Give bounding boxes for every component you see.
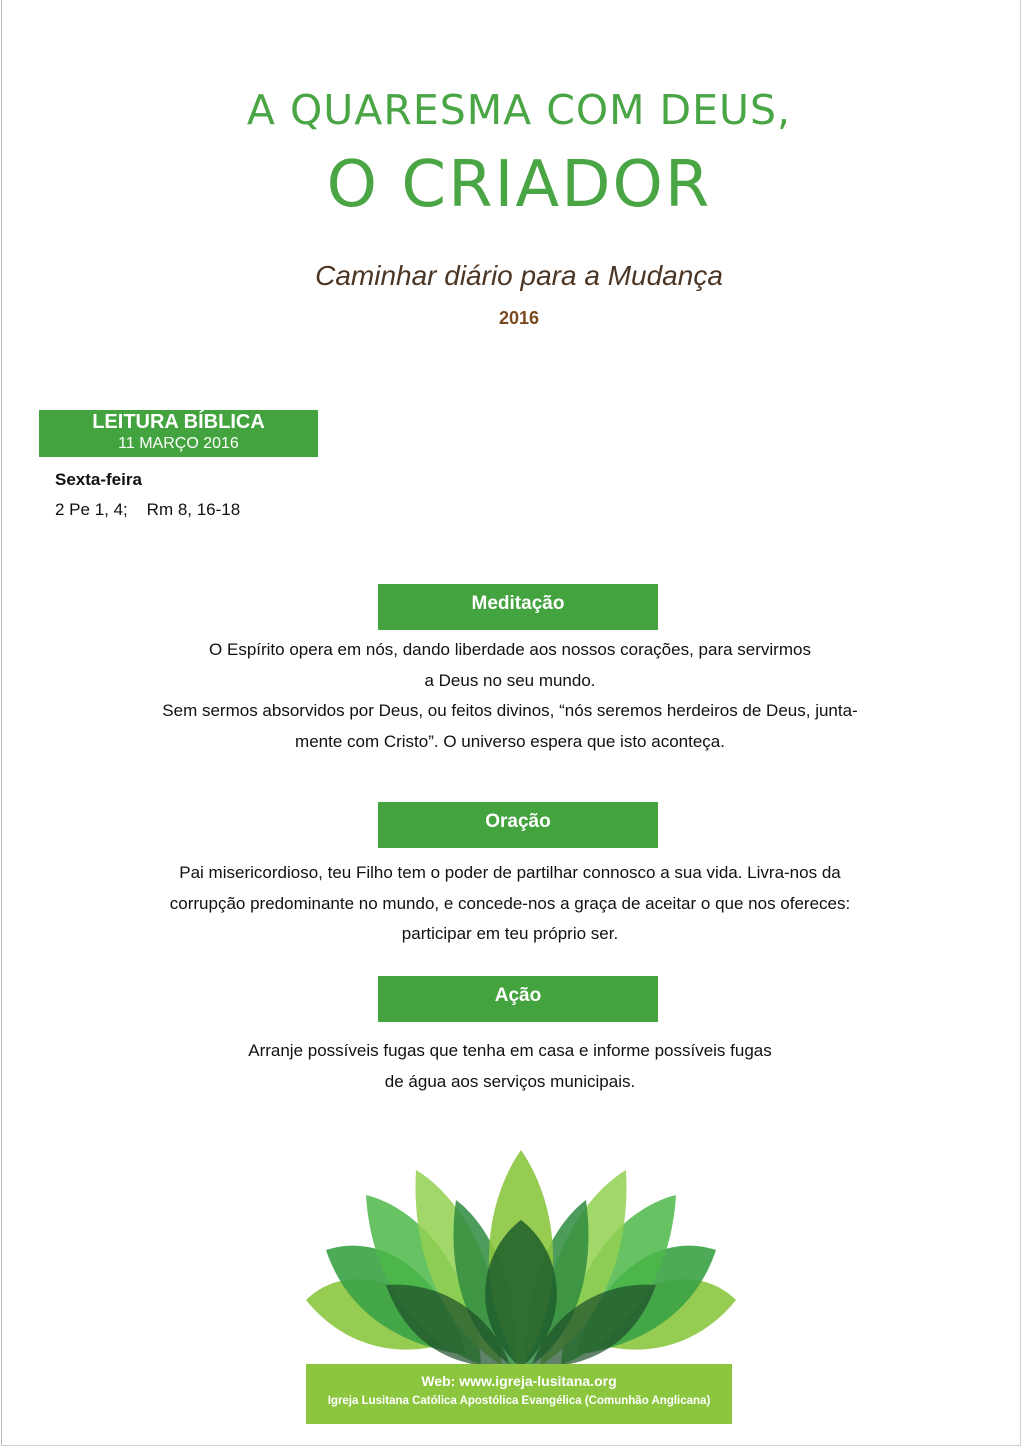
reading-date: 11 MARÇO 2016 — [118, 435, 239, 452]
meditation-line: O Espírito opera em nós, dando liberdade aos nossos corações, para servirmos — [209, 640, 811, 659]
reading-refs: 2 Pe 1, 4; Rm 8, 16-18 — [55, 500, 241, 519]
meditation-line: mente com Cristo”. O universo espera que isto aconteça. — [295, 731, 725, 751]
prayer-line: corrupção predominante no mundo, e concede-nos a graça de aceitar o que nos ofereces: — [169, 893, 851, 913]
title-line-2: O CRIADOR — [326, 148, 712, 222]
action-heading: Ação — [378, 976, 658, 1022]
meditation-line: Sem sermos absorvidos por Deus, ou feitos divinos, “nós seremos herdeiros de Deus, junta- — [162, 701, 858, 720]
year: 2016 — [498, 308, 540, 328]
prayer-heading: Oração — [378, 802, 658, 848]
meditation-line: a Deus no seu mundo. — [424, 670, 596, 690]
meditation-heading: Meditação — [378, 584, 658, 630]
footer-web: Web: www.igreja-lusitana.org — [421, 1373, 617, 1389]
title-line-1: A QUARESMA COM DEUS, — [246, 86, 792, 134]
prayer-text — [100, 858, 920, 950]
meditation-text — [100, 635, 920, 757]
reading-label-box — [39, 410, 318, 457]
footer-church: Igreja Lusitana Católica Apostólica Evangélica (Comunhão Anglicana) — [327, 1395, 711, 1407]
reading-label: LEITURA BÍBLICA — [92, 411, 265, 433]
prayer-line: Pai misericordioso, teu Filho tem o poder de partilhar connosco a sua vida. Livra-nos da — [179, 863, 841, 882]
action-text — [100, 1036, 920, 1097]
prayer-line: participar em teu próprio ser. — [401, 924, 619, 943]
action-line: de água aos serviços municipais. — [384, 1071, 636, 1091]
action-line: Arranje possíveis fugas que tenha em casa e informe possíveis fugas — [248, 1041, 772, 1060]
subtitle: Caminhar diário para a Mudança — [315, 260, 723, 291]
lotus-logo-icon — [306, 1140, 736, 1370]
footer-box — [306, 1364, 732, 1424]
reading-day: Sexta-feira — [55, 470, 142, 489]
